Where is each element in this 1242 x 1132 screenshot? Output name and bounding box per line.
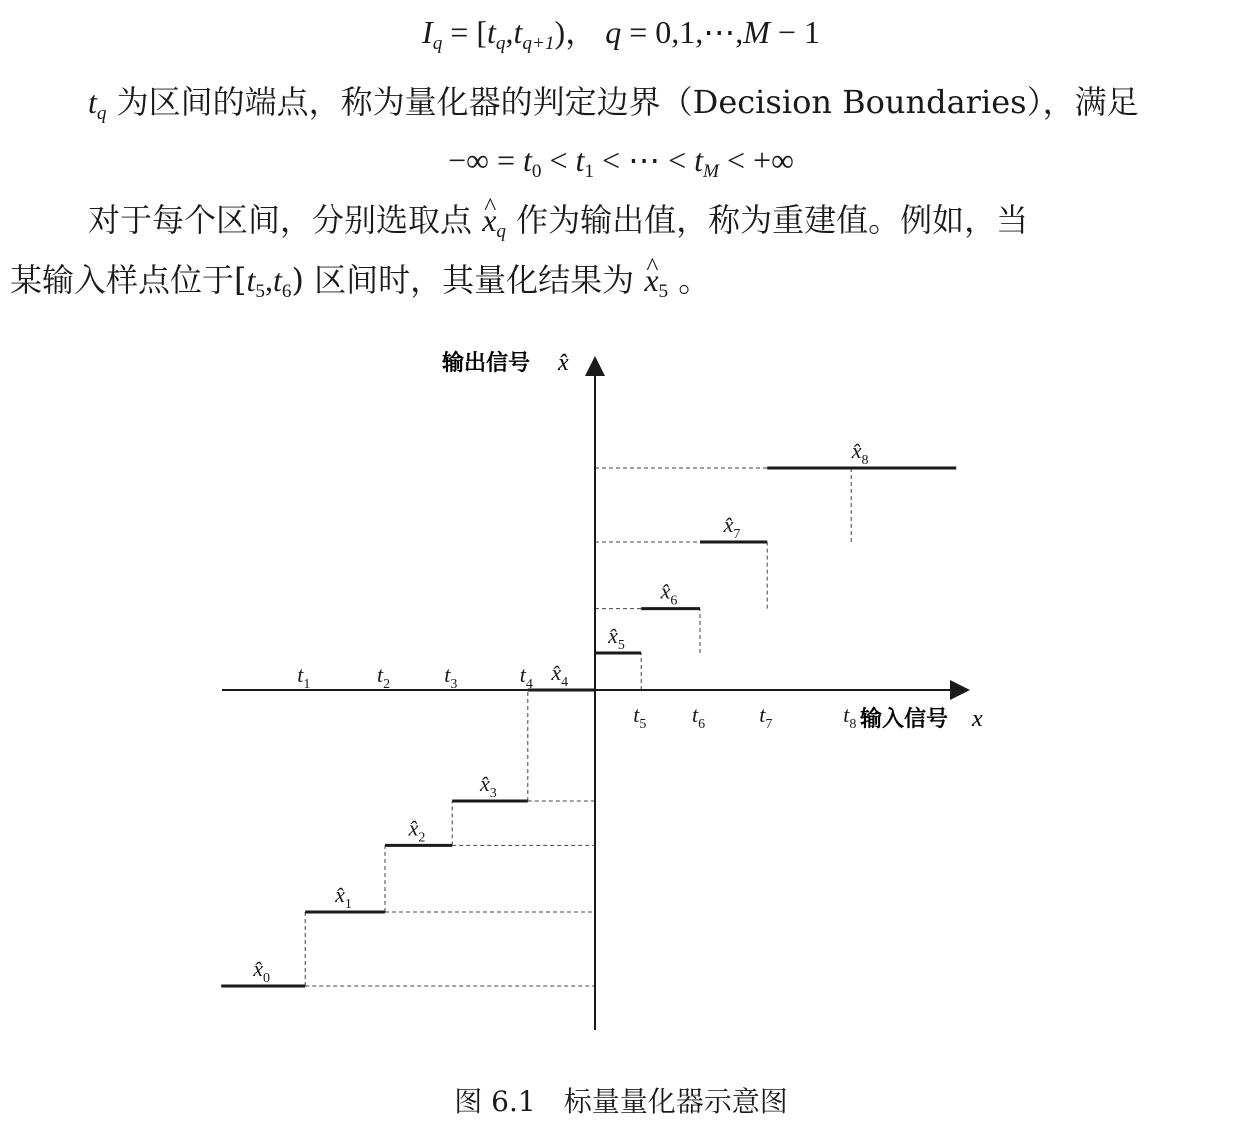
level-label-x0: $x̂_0$ — [253, 956, 270, 986]
level-label-x7: $x̂_7$ — [723, 512, 741, 542]
y-axis-symbol: x̂ — [558, 350, 569, 376]
level-label-x5: $x̂_5$ — [608, 623, 625, 653]
paragraph-example: 某输入样点位于$[t_5,t_6)$ 区间时，其量化结果为 ^ $x_5$ 。 — [10, 260, 710, 300]
paragraph-decision-boundaries: $t_q$ 为区间的端点，称为量化器的判定边界（Decision Boundaries），满足 — [88, 83, 1139, 124]
boundary-label-t5: $t_5$ — [633, 702, 647, 732]
boundary-label-t3: $t_3$ — [444, 662, 458, 692]
x-axis-symbol: x — [972, 706, 983, 732]
equation-interval: $I_q = [t_q,t_{q+1})$， q = 0,1,⋯,M − 1 — [422, 14, 820, 54]
boundary-label-t4: $t_4$ — [519, 662, 533, 692]
level-label-x2: $x̂_2$ — [408, 815, 426, 846]
boundary-label-t7: $t_7$ — [759, 702, 773, 732]
y-axis-label: 输出信号 — [442, 351, 531, 376]
boundary-label-t8: $t_8$ — [843, 702, 857, 732]
boundary-label-t1: $t_1$ — [297, 662, 311, 692]
level-label-x3: $x̂_3$ — [480, 771, 497, 801]
boundary-label-t6: $t_6$ — [692, 702, 706, 732]
quantizer-step-diagram — [0, 340, 1242, 1060]
level-label-x1: $x̂_1$ — [335, 882, 352, 912]
level-label-x4: $x̂_4$ — [551, 660, 569, 690]
level-label-x6: $x̂_6$ — [660, 578, 678, 609]
figure-caption: 图 6.1 标量量化器示意图 — [454, 1085, 788, 1118]
equation-boundaries-order: −∞ = $t_0 < t_1$ < ⋯ < $t_M$ < +∞ — [448, 142, 794, 182]
level-label-x8: $x̂_8$ — [851, 438, 869, 468]
paragraph-reconstruction-values: 对于每个区间，分别选取点 ^ $x_q$ 作为输出值，称为重建值。例如，当 — [88, 200, 1028, 240]
boundary-label-t2: $t_2$ — [377, 662, 391, 692]
x-axis-label: 输入信号 — [860, 707, 949, 732]
